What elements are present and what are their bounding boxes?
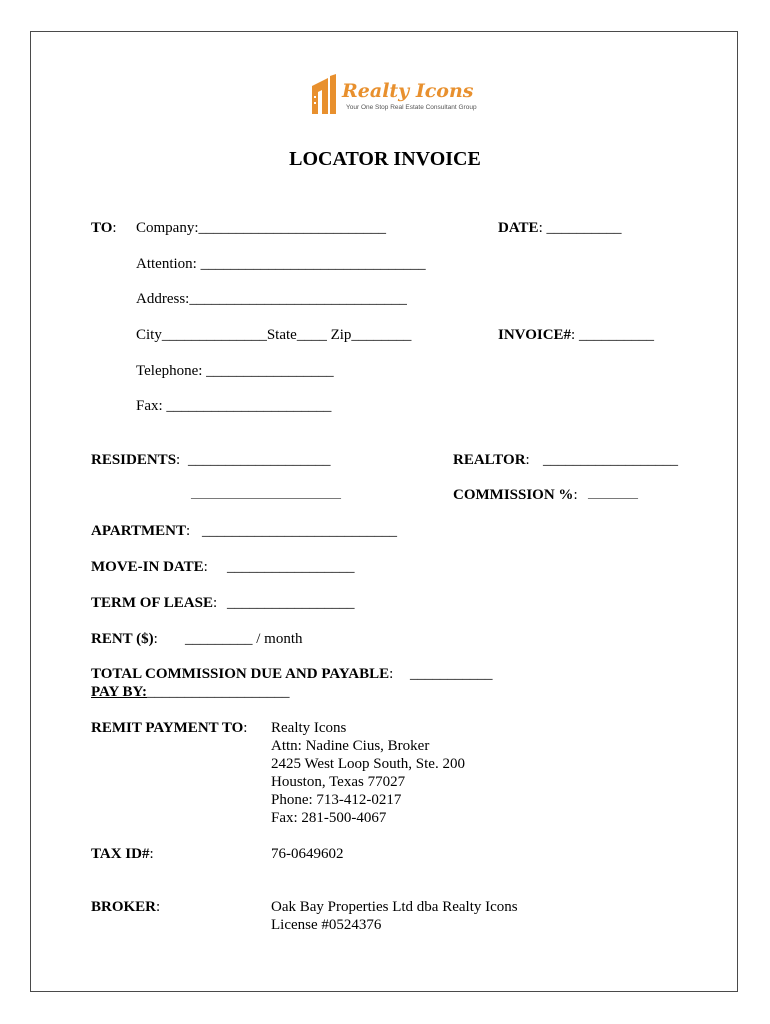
rent-colon: : [153, 631, 158, 647]
total-commission-line[interactable]: ___________ [410, 666, 493, 682]
term-label: TERM OF LEASE [91, 595, 213, 611]
apartment-label-row [91, 522, 190, 540]
residents-line-2[interactable]: ______________________________ [191, 489, 341, 500]
remit-line: Phone: 713-412-0217 [271, 792, 402, 808]
commission-pct-label: COMMISSION % [453, 487, 574, 503]
broker-label: BROKER [91, 899, 157, 915]
move-in-label: MOVE-IN DATE [91, 559, 204, 575]
date-field[interactable] [498, 219, 621, 237]
move-in-colon: : [203, 559, 208, 575]
realtor-line[interactable]: __________________ [543, 452, 678, 468]
pay-by-line: ___________________ [147, 684, 290, 700]
fax-field[interactable]: Fax: ______________________ [136, 398, 332, 414]
remit-line: Houston, Texas 77027 [271, 774, 406, 790]
logo-tagline: Your One Stop Real Estate Consultant Group [346, 104, 477, 111]
realtor-colon: : [525, 452, 530, 468]
residents-label-row [91, 451, 180, 469]
rent-label-row [91, 630, 158, 648]
broker-line: Oak Bay Properties Ltd dba Realty Icons [271, 899, 518, 915]
residents-label: RESIDENTS [91, 452, 177, 468]
realtor-label-row [453, 451, 530, 469]
invoice-label: INVOICE# [498, 327, 572, 343]
to-row [91, 219, 117, 237]
invoice-number-field[interactable] [498, 326, 654, 344]
address-field[interactable]: Address:_____________________________ [136, 291, 407, 307]
pay-by-row[interactable] [91, 683, 290, 701]
total-commission-label: TOTAL COMMISSION DUE AND PAYABLE [91, 666, 390, 682]
remit-line: 2425 West Loop South, Ste. 200 [271, 756, 465, 772]
broker-colon: : [156, 899, 161, 915]
term-line[interactable]: _________________ [227, 595, 355, 611]
term-label-row [91, 594, 217, 612]
logo-brand-name: Realty Icons [342, 80, 474, 102]
page-title: LOCATOR INVOICE [289, 148, 481, 170]
to-label: TO [91, 220, 113, 236]
commission-pct-label-row [453, 486, 578, 504]
residents-colon: : [176, 452, 181, 468]
total-commission-colon: : [389, 666, 394, 682]
date-label: DATE [498, 220, 539, 236]
city-state-zip-field[interactable]: City______________State____ Zip________ [136, 327, 412, 343]
term-colon: : [212, 595, 218, 611]
realtor-label: REALTOR [453, 452, 526, 468]
remit-address-block [271, 719, 465, 827]
broker-block [271, 898, 518, 934]
tax-id-colon: : [149, 846, 154, 862]
telephone-field[interactable]: Telephone: _________________ [136, 363, 334, 379]
attention-field[interactable]: Attention: ______________________________ [136, 256, 426, 272]
residents-line-1[interactable]: ___________________ [188, 452, 331, 468]
remit-line: Fax: 281-500-4067 [271, 810, 387, 826]
remit-line: Attn: Nadine Cius, Broker [271, 738, 430, 754]
apartment-label: APARTMENT [91, 523, 187, 539]
apartment-line[interactable]: __________________________ [202, 523, 397, 539]
remit-label-row [91, 719, 247, 737]
broker-line: License #0524376 [271, 917, 382, 933]
apartment-colon: : [186, 523, 191, 539]
broker-label-row [91, 898, 160, 916]
commission-pct-line[interactable]: __________ [588, 489, 638, 500]
tax-id-value: 76-0649602 [271, 846, 344, 862]
move-in-label-row [91, 558, 208, 576]
remit-line: Realty Icons [271, 720, 347, 736]
rent-label: RENT ($) [91, 631, 154, 647]
move-in-line[interactable]: _________________ [227, 559, 355, 575]
invoice-line: : __________ [571, 327, 654, 343]
rent-line[interactable]: _________ / month [185, 631, 303, 647]
to-colon: : [112, 220, 117, 236]
tax-id-label-row [91, 845, 154, 863]
pay-by-label: PAY BY: [91, 684, 147, 700]
total-commission-label-row [91, 665, 393, 683]
commission-pct-colon: : [573, 487, 578, 503]
remit-label: REMIT PAYMENT TO [91, 720, 244, 736]
remit-colon: : [243, 720, 248, 736]
company-field[interactable]: Company:_________________________ [136, 220, 386, 236]
date-line: : __________ [538, 220, 622, 236]
tax-id-label: TAX ID# [91, 846, 150, 862]
